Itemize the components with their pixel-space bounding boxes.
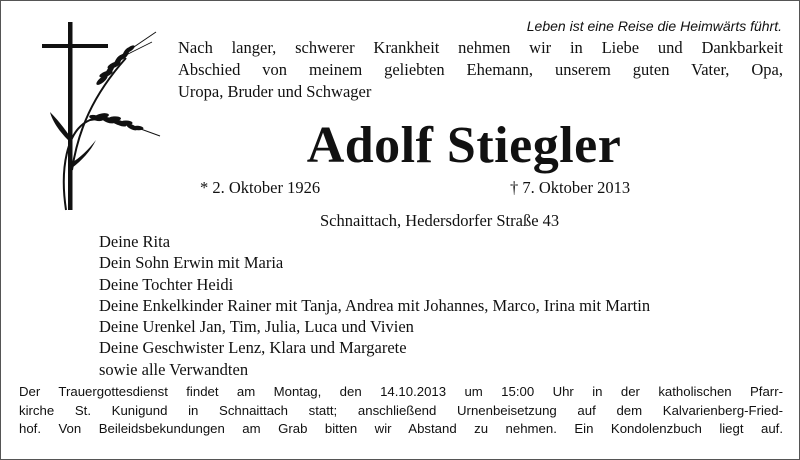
mourner-entry: Deine Rita (99, 232, 171, 251)
mourner-entry: Deine Urenkel Jan, Tim, Julia, Luca und Vivien (99, 317, 414, 337)
motto: Leben ist eine Reise die Heimwärts führt. (526, 18, 782, 34)
intro-line: Nach langer, schwerer Krankheit nehmen wir in Liebe und Dankbarkeit (178, 38, 783, 57)
notice-line: Der Trauergottesdienst findet am Montag, den 14.10.2013 um 15:00 Uhr in der katholischen Pfarr- (19, 384, 783, 399)
birth-date: * 2. Oktober 1926 (200, 178, 321, 197)
deceased-name: Adolf Stiegler (306, 117, 622, 174)
intro-line: Abschied von meinem geliebten Ehemann, unserem guten Vater, Opa, (178, 60, 783, 79)
mourners-list (99, 231, 650, 380)
address: Schnaittach, Hedersdorfer Straße 43 (320, 211, 560, 230)
death-date: † 7. Oktober 2013 (510, 178, 631, 197)
intro-text (178, 37, 783, 103)
mourner-entry: Deine Geschwister Lenz, Klara und Margarete (99, 338, 407, 358)
mourner-entry: sowie alle Verwandten (99, 359, 249, 379)
funeral-notice (19, 383, 783, 439)
mourner-entry: Deine Enkelkinder Rainer mit Tanja, Andrea mit Johannes, Marco, Irina mit Martin (99, 295, 651, 315)
mourner-entry: Deine Tochter Heidi (99, 274, 234, 294)
intro-line: Uropa, Bruder und Schwager (178, 82, 372, 101)
notice-line: kirche St. Kunigund in Schnaittach statt; anschließend Urnenbeisetzung auf dem Kalvarienberg-Fried- (19, 402, 783, 418)
notice-line: hof. Von Beileidsbekundungen am Grab bitten wir Abstand zu nehmen. Ein Kondolenzbuch liegt auf. (19, 421, 783, 436)
mourner-entry: Dein Sohn Erwin mit Maria (99, 253, 284, 273)
